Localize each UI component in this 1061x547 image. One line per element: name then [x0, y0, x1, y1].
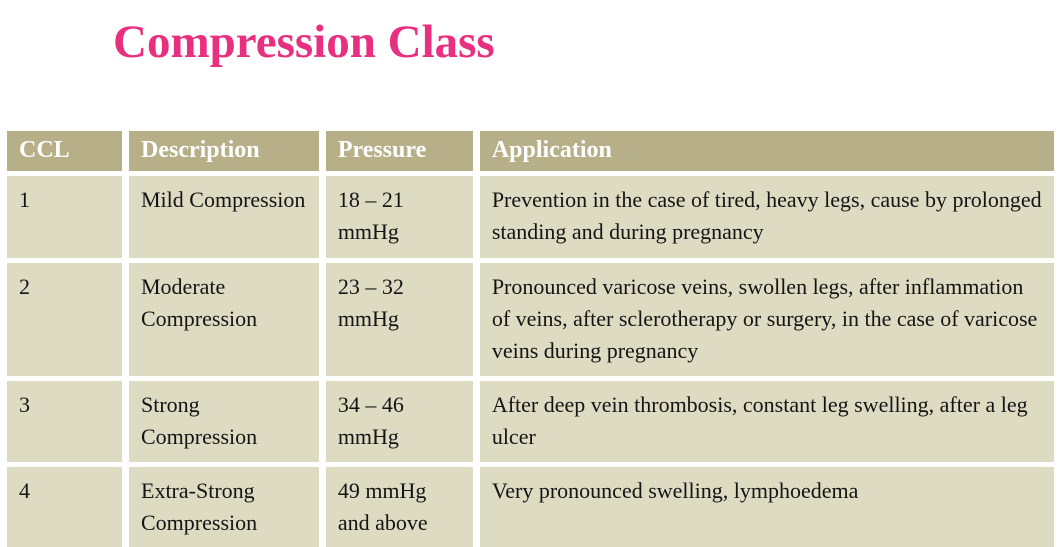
column-header-description: Description [129, 131, 319, 171]
cell-description: Extra-Strong Compression [129, 467, 319, 547]
page-title: Compression Class [113, 16, 495, 68]
cell-description: Moderate Compression [129, 263, 319, 376]
table-row [7, 176, 1054, 258]
column-header-ccl: CCL [7, 131, 122, 171]
table-row [7, 467, 1054, 547]
cell-pressure: 49 mmHg and above [326, 467, 473, 547]
cell-application: Prevention in the case of tired, heavy legs, cause by prolonged standing and during pregnancy [480, 176, 1054, 258]
table-header [7, 131, 1054, 171]
column-header-pressure: Pressure [326, 131, 473, 171]
table-row [7, 381, 1054, 462]
cell-application: Pronounced varicose veins, swollen legs, after inflammation of veins, after sclerotherapy or surgery, in the case of varicose veins during pregnancy [480, 263, 1054, 376]
cell-ccl: 4 [7, 467, 122, 547]
table-row [7, 263, 1054, 376]
cell-ccl: 3 [7, 381, 122, 462]
cell-description: Mild Compression [129, 176, 319, 258]
table-body [7, 176, 1054, 547]
cell-pressure: 34 – 46 mmHg [326, 381, 473, 462]
cell-description: Strong Compression [129, 381, 319, 462]
cell-pressure: 18 – 21 mmHg [326, 176, 473, 258]
cell-ccl: 1 [7, 176, 122, 258]
cell-application: After deep vein thrombosis, constant leg swelling, after a leg ulcer [480, 381, 1054, 462]
compression-class-table [0, 126, 1061, 547]
cell-application: Very pronounced swelling, lymphoedema [480, 467, 1054, 547]
cell-pressure: 23 – 32 mmHg [326, 263, 473, 376]
table-header-row [7, 131, 1054, 171]
column-header-application: Application [480, 131, 1054, 171]
cell-ccl: 2 [7, 263, 122, 376]
